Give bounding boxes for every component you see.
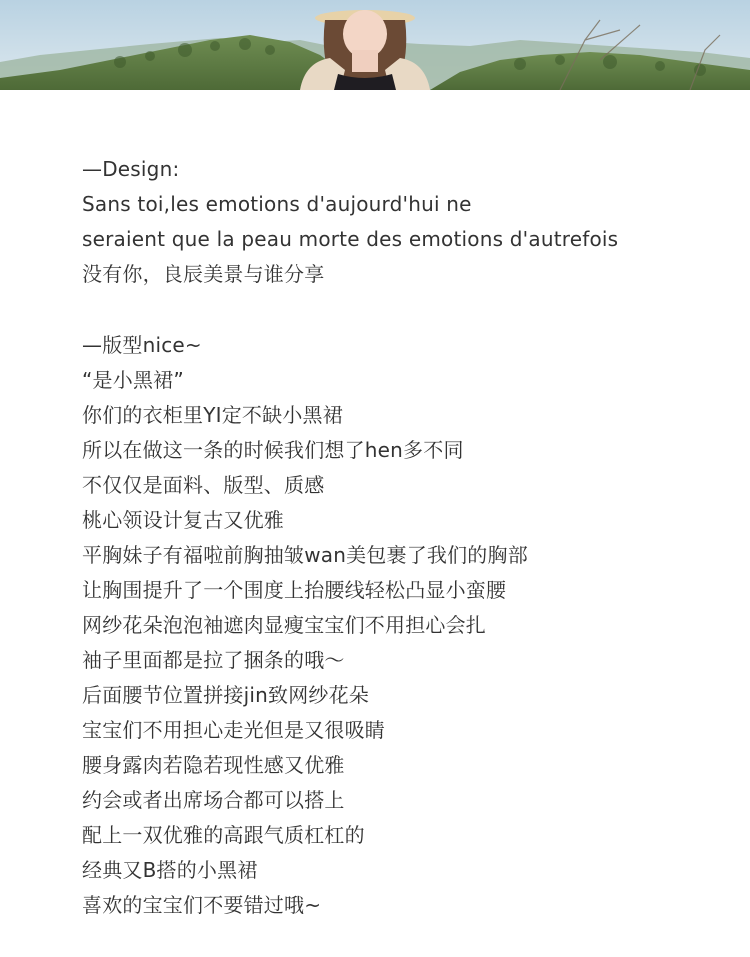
design-line: seraient que la peau morte des emotions d'autrefois xyxy=(82,227,619,251)
fit-line: 喜欢的宝宝们不要错过哦~ xyxy=(82,893,322,917)
fit-line: 平胸妹子有福啦前胸抽皱wan美包裹了我们的胸部 xyxy=(82,543,528,567)
banner-photo xyxy=(0,0,750,90)
banner-image xyxy=(0,0,750,90)
fit-line: 你们的衣柜里YI定不缺小黑裙 xyxy=(82,403,343,427)
fit-heading: —版型nice~ xyxy=(82,333,202,357)
fit-line: 配上一双优雅的高跟气质杠杠的 xyxy=(82,823,365,847)
fit-line: 后面腰节位置拼接jin致网纱花朵 xyxy=(82,683,369,707)
product-description xyxy=(82,152,722,923)
fit-line: 宝宝们不用担心走光但是又很吸睛 xyxy=(82,718,385,742)
fit-line: “是小黑裙” xyxy=(82,368,184,392)
design-line: 没有你，良辰美景与谁分享 xyxy=(82,262,325,286)
design-line: Sans toi,les emotions d'aujourd'hui ne xyxy=(82,192,472,216)
design-heading: —Design: xyxy=(82,157,180,181)
fit-line: 约会或者出席场合都可以搭上 xyxy=(82,788,345,812)
fit-line: 让胸围提升了一个围度上抬腰线轻松凸显小蛮腰 xyxy=(82,578,507,602)
fit-line: 网纱花朵泡泡袖遮肉显瘦宝宝们不用担心会扎 xyxy=(82,613,486,637)
fit-line: 腰身露肉若隐若现性感又优雅 xyxy=(82,753,345,777)
fit-line: 桃心领设计复古又优雅 xyxy=(82,508,284,532)
fit-line: 不仅仅是面料、版型、质感 xyxy=(82,473,325,497)
fit-line: 袖子里面都是拉了捆条的哦～ xyxy=(82,648,345,672)
section-spacer xyxy=(82,292,722,328)
fit-line: 经典又B搭的小黑裙 xyxy=(82,858,258,882)
fit-line: 所以在做这一条的时候我们想了hen多不同 xyxy=(82,438,464,462)
